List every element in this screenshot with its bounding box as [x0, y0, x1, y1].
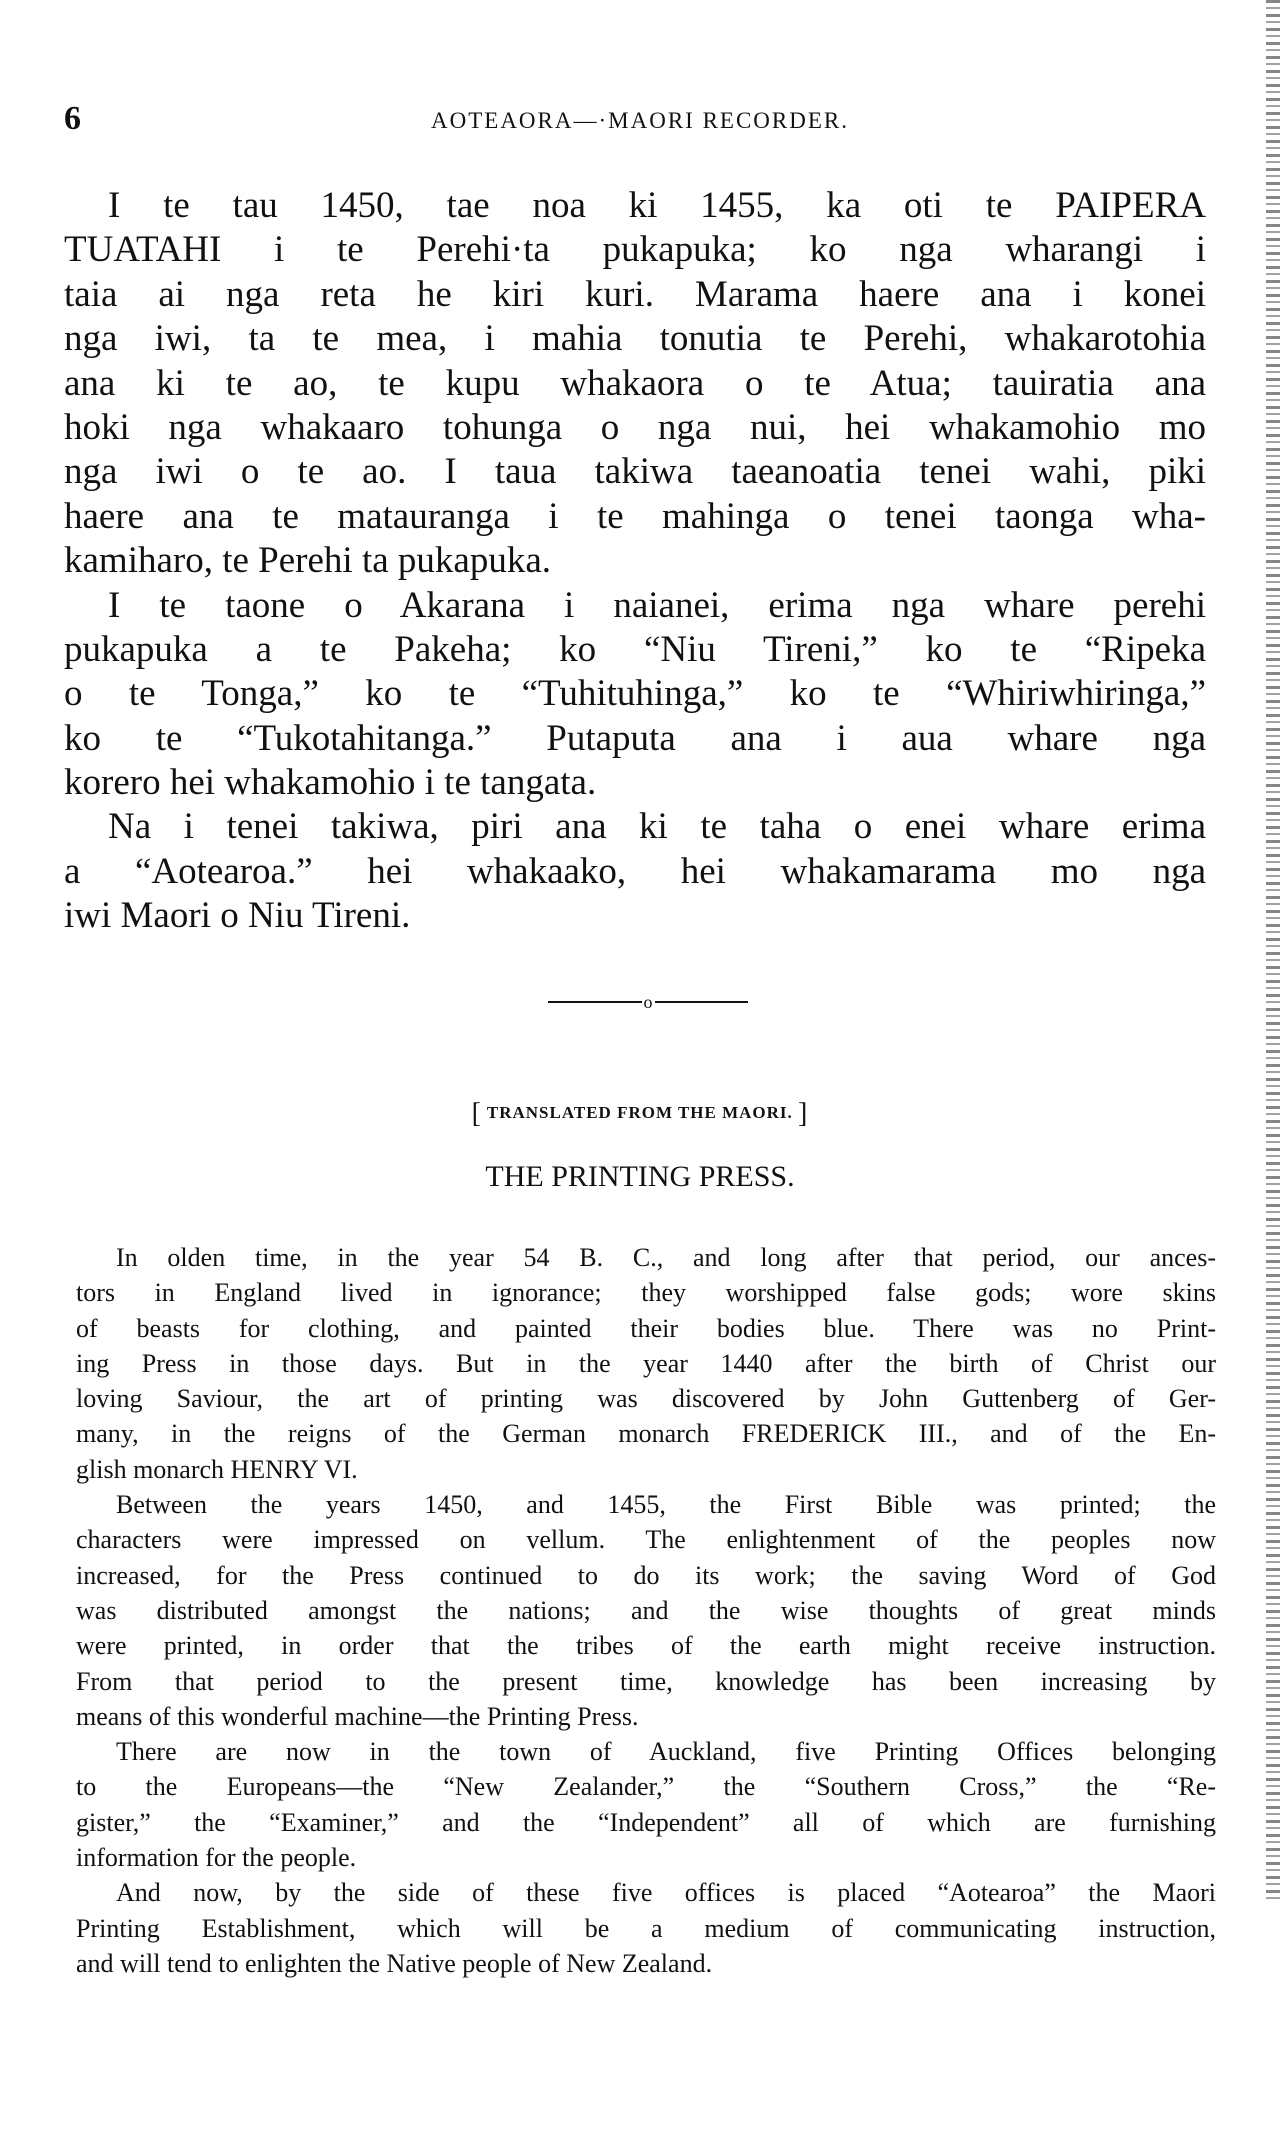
page-number: 6 — [64, 100, 81, 137]
maori-line: ana ki te ao, te kupu whakaora o te Atua; tauiratia ana — [64, 362, 1206, 404]
maori-line: nga iwi, ta te mea, i mahia tonutia te Perehi, whakarotohia — [64, 318, 1206, 360]
scanned-page-edge — [1266, 0, 1280, 1900]
english-line: was distributed amongst the nations; and the wise thoughts of great minds — [76, 1595, 1216, 1625]
english-line: ing Press in those days. But in the year 1440 after the birth of Christ our — [76, 1348, 1216, 1378]
maori-line: ko te “Tukotahitanga.” Putaputa ana i aua whare nga — [64, 717, 1206, 759]
section-divider — [548, 990, 748, 1014]
bracket-close: ] — [798, 1098, 809, 1129]
english-paragraph — [76, 1875, 1216, 1981]
english-paragraph — [76, 1240, 1216, 1487]
english-line: increased, for the Press continued to do its work; the saving Word of God — [76, 1560, 1216, 1590]
english-line: and will tend to enlighten the Native people of New Zealand. — [76, 1948, 713, 1978]
english-line: to the Europeans—the “New Zealander,” the “Southern Cross,” the “Re- — [76, 1772, 1216, 1802]
maori-text — [64, 184, 1206, 939]
english-line: many, in the reigns of the German monarch FREDERICK III., and of the En- — [76, 1419, 1216, 1449]
maori-line: haere ana te matauranga i te mahinga o tenei taonga wha- — [64, 495, 1206, 537]
english-text — [76, 1240, 1216, 1981]
english-line: of beasts for clothing, and painted their bodies blue. There was no Print- — [76, 1313, 1216, 1343]
english-paragraph — [76, 1487, 1216, 1734]
english-line: means of this wonderful machine—the Printing Press. — [76, 1701, 639, 1731]
maori-paragraph — [64, 184, 1206, 584]
english-line: glish monarch HENRY VI. — [76, 1454, 358, 1484]
english-line: characters were impressed on vellum. The enlightenment of the peoples now — [76, 1525, 1216, 1555]
divider-ornament: o — [643, 991, 653, 1012]
english-line: In olden time, in the year 54 B. C., and long after that period, our ances- — [116, 1243, 1216, 1272]
maori-line: I te tau 1450, tae noa ki 1455, ka oti te PAIPERA — [108, 185, 1206, 226]
running-title: AOTEAORA—·MAORI RECORDER. — [431, 108, 849, 133]
english-line: Printing Establishment, which will be a medium of communicating instruction, — [76, 1913, 1216, 1943]
maori-line: pukapuka a te Pakeha; ko “Niu Tireni,” ko te “Ripeka — [64, 628, 1206, 670]
maori-line: hoki nga whakaaro tohunga o nga nui, hei whakamohio mo — [64, 406, 1206, 448]
english-line: loving Saviour, the art of printing was discovered by John Guttenberg of Ger- — [76, 1384, 1216, 1414]
translation-note-text: TRANSLATED FROM THE MAORI. — [486, 1102, 793, 1122]
english-line: From that period to the present time, knowledge has been increasing by — [76, 1666, 1216, 1696]
english-line: Between the years 1450, and 1455, the First Bible was printed; the — [116, 1490, 1216, 1520]
translation-note — [0, 1098, 1280, 1130]
maori-paragraph — [64, 584, 1206, 806]
maori-line: nga iwi o te ao. I taua takiwa taeanoatia tenei wahi, piki — [64, 451, 1206, 493]
maori-line: korero hei whakamohio i te tangata. — [64, 762, 597, 804]
article-title: THE PRINTING PRESS. — [485, 1160, 795, 1193]
maori-paragraph — [64, 805, 1206, 938]
maori-line: Na i tenei takiwa, piri ana ki te taha o enei whare erima — [108, 806, 1206, 848]
maori-line: I te taone o Akarana i naianei, erima nga whare perehi — [108, 584, 1206, 626]
maori-line: a “Aotearoa.” hei whakaako, hei whakamarama mo nga — [64, 850, 1206, 892]
english-line: information for the people. — [76, 1843, 357, 1873]
english-paragraph — [76, 1734, 1216, 1875]
english-line: And now, by the side of these five offices is placed “Aotearoa” the Maori — [116, 1878, 1216, 1908]
english-line: There are now in the town of Auckland, five Printing Offices belonging — [116, 1737, 1216, 1767]
maori-line: taia ai nga reta he kiri kuri. Marama haere ana i konei — [64, 273, 1206, 315]
maori-line: TUATAHI i te Perehi·ta pukapuka; ko nga wharangi i — [64, 229, 1206, 271]
english-line: tors in England lived in ignorance; they worshipped false gods; wore skins — [76, 1278, 1216, 1308]
english-line: were printed, in order that the tribes of the earth might receive instruction. — [76, 1631, 1216, 1661]
bracket-open: [ — [471, 1098, 482, 1129]
english-line: gister,” the “Examiner,” and the “Independent” all of which are furnishing — [76, 1807, 1216, 1837]
maori-line: iwi Maori o Niu Tireni. — [64, 895, 411, 937]
maori-line: o te Tonga,” ko te “Tuhituhinga,” ko te “Whiriwhiringa,” — [64, 673, 1206, 715]
maori-line: kamiharo, te Perehi ta pukapuka. — [64, 540, 551, 582]
